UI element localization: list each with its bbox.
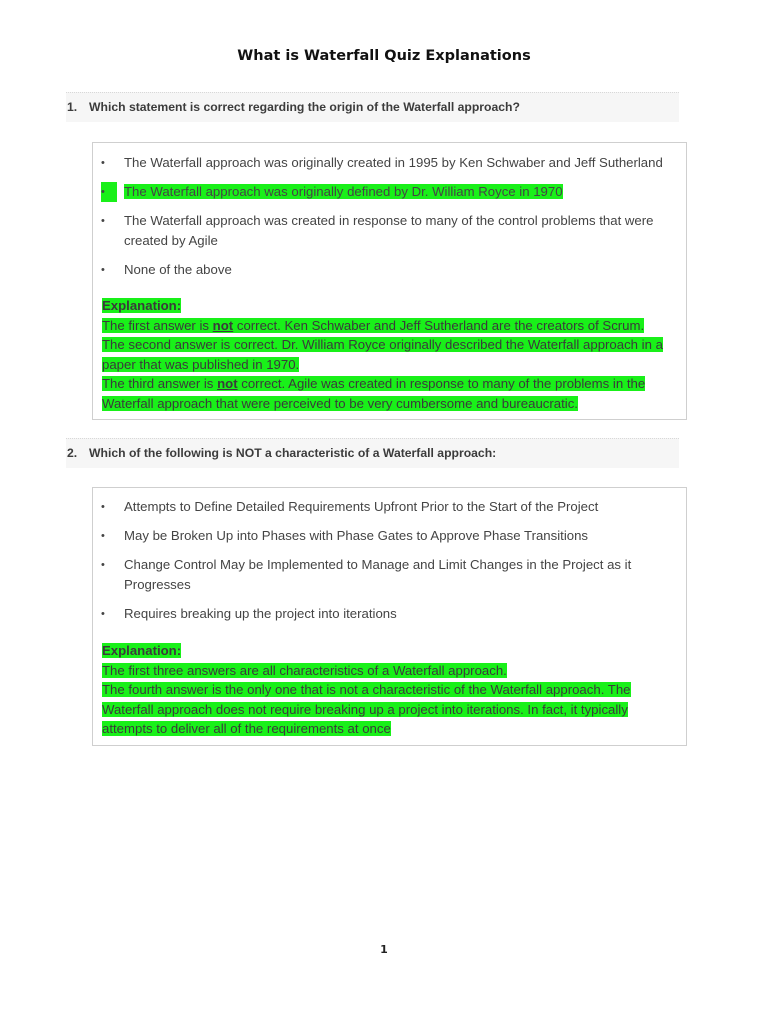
question-2-number: 2. — [67, 446, 78, 460]
bullet-icon: • — [101, 530, 105, 542]
document-title: What is Waterfall Quiz Explanations — [237, 48, 531, 64]
bullet-icon: • — [101, 559, 105, 571]
bullet-icon: • — [101, 264, 105, 276]
explanation-label: Explanation: — [102, 298, 182, 313]
question-1-header — [66, 92, 679, 122]
question-2-answer-box — [92, 487, 687, 746]
question-1-number: 1. — [67, 100, 78, 114]
option-text-highlighted: The Waterfall approach was originally defined by Dr. William Royce in 1970 — [124, 184, 563, 199]
question-1-explanation — [102, 296, 682, 413]
option-text: The Waterfall approach was originally created in 1995 by Ken Schwaber and Jeff Sutherland — [124, 155, 663, 170]
explanation-line-2: The fourth answer is the only one that is not a characteristic of the Waterfall approach. The Waterfall approach does not require breaking up a project into iterations. In fact, it typically attempts to deliver all of the requirements at once — [102, 682, 631, 736]
option-text: None of the above — [124, 262, 232, 277]
bullet-icon: • — [101, 501, 105, 513]
bullet-icon: • — [101, 608, 105, 620]
emphasis-not: not — [212, 317, 234, 333]
explanation-label: Explanation: — [102, 643, 182, 658]
option-text: Requires breaking up the project into iterations — [124, 606, 397, 621]
question-2-text: Which of the following is NOT a characteristic of a Waterfall approach: — [89, 446, 497, 460]
explanation-line-1: The first answer is not correct. Ken Schwaber and Jeff Sutherland are the creators of Scrum. — [102, 317, 645, 333]
emphasis-not: not — [217, 376, 238, 391]
question-2-header — [66, 438, 679, 468]
bullet-icon: • — [101, 182, 117, 202]
explanation-line-1: The first three answers are all characteristics of a Waterfall approach. — [102, 662, 507, 678]
question-1-text: Which statement is correct regarding the origin of the Waterfall approach? — [89, 100, 520, 114]
option-text: May be Broken Up into Phases with Phase Gates to Approve Phase Transitions — [124, 528, 589, 543]
bullet-icon: • — [101, 157, 105, 169]
question-1-answer-box — [92, 142, 687, 420]
option-text: Attempts to Define Detailed Requirements Upfront Prior to the Start of the Project — [124, 499, 599, 514]
explanation-line-2: The second answer is correct. Dr. William Royce originally described the Waterfall approach in a paper that was published in 1970. — [102, 337, 663, 372]
page-number: 1 — [380, 943, 388, 956]
option-text: The Waterfall approach was created in response to many of the control problems that were created by Agile — [124, 213, 654, 248]
question-2-explanation — [102, 641, 682, 739]
bullet-icon: • — [101, 215, 105, 227]
option-text: Change Control May be Implemented to Manage and Limit Changes in the Project as it Progresses — [124, 557, 632, 592]
explanation-line-3: The third answer is not correct. Agile was created in response to many of the problems in the Waterfall approach that were perceived to be very cumbersome and bureaucratic. — [102, 376, 646, 411]
